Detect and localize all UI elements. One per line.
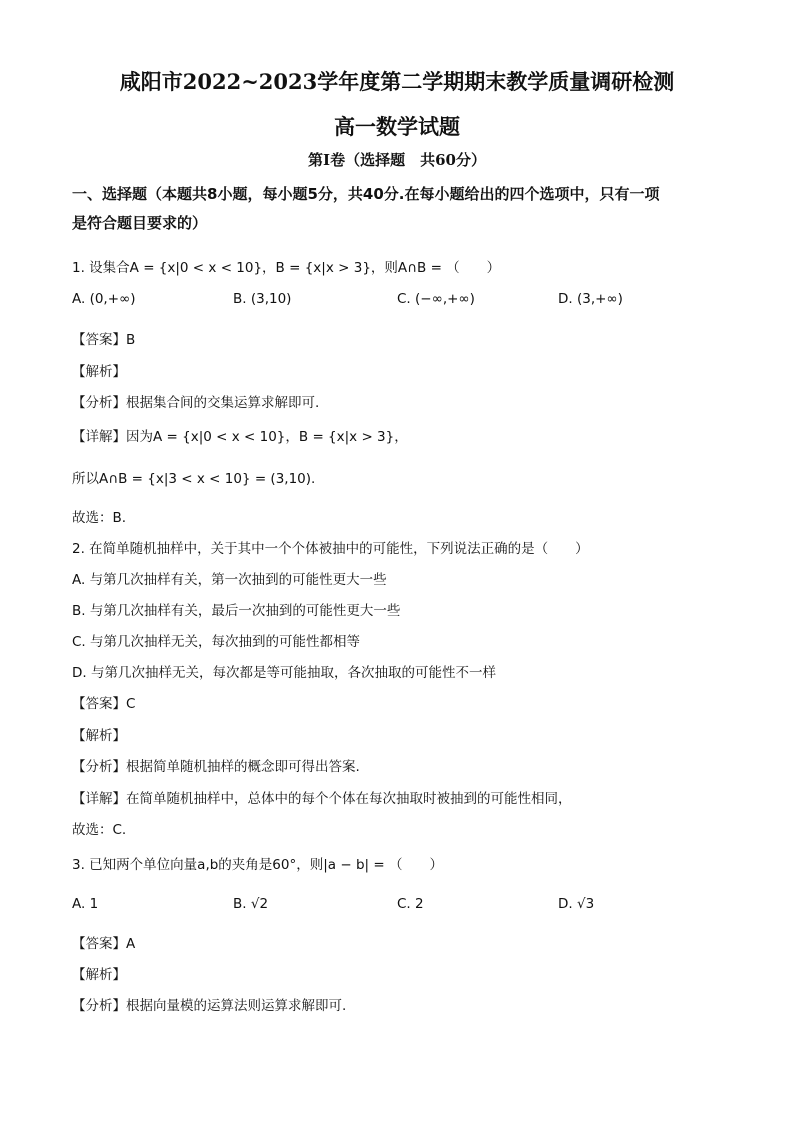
q1-answer: 【答案】B: [72, 332, 136, 348]
exam-subtitle: 高一数学试题: [334, 114, 460, 139]
q1-analysis-label: 【解析】: [72, 364, 126, 380]
q3-stem: 3. 已知两个单位向量a,b的夹角是60°，则|a − b| = （ ）: [72, 857, 443, 873]
section-heading-line2: 是符合题目要求的）: [72, 214, 208, 232]
q1-conclusion: 故选：B.: [72, 510, 127, 526]
q1-option-b: B. (3,10): [233, 291, 292, 307]
q2-option-b: B. 与第几次抽样有关，最后一次抽到的可能性更大一些: [72, 603, 401, 619]
q1-stem: 1. 设集合A = {x|0 < x < 10}，B = {x|x > 3}，则A∩B = （ ）: [72, 260, 501, 276]
q3-option-a: A. 1: [72, 896, 99, 912]
section-heading-line1: 一、选择题（本题共8小题，每小题5分，共40分.在每小题给出的四个选项中，只有一项: [72, 185, 660, 203]
exam-title: 咸阳市2022~2023学年度第二学期期末教学质量调研检测: [119, 69, 675, 94]
q3-option-b: B. √2: [233, 896, 269, 912]
q3-fenxi: 【分析】根据向量模的运算法则运算求解即可.: [72, 998, 347, 1014]
q1-detail2: 所以A∩B = {x|3 < x < 10} = (3,10).: [72, 471, 316, 487]
q2-option-c: C. 与第几次抽样无关，每次抽到的可能性都相等: [72, 634, 361, 650]
q1-option-a: A. (0,+∞): [72, 291, 136, 307]
q2-option-d: D. 与第几次抽样无关，每次都是等可能抽取，各次抽取的可能性不一样: [72, 665, 496, 681]
q2-answer: 【答案】C: [72, 696, 136, 712]
volume-heading: 第Ⅰ卷（选择题 共60分）: [308, 151, 486, 169]
q2-conclusion: 故选：C.: [72, 822, 127, 838]
q2-analysis-label: 【解析】: [72, 728, 126, 744]
q3-answer: 【答案】A: [72, 936, 136, 952]
q2-option-a: A. 与第几次抽样有关，第一次抽到的可能性更大一些: [72, 572, 387, 588]
q3-analysis-label: 【解析】: [72, 967, 126, 983]
q2-detail: 【详解】在简单随机抽样中，总体中的每个个体在每次抽取时被抽到的可能性相同，: [72, 791, 572, 807]
q3-option-d: D. √3: [558, 896, 595, 912]
q1-option-d: D. (3,+∞): [558, 291, 623, 307]
q1-fenxi: 【分析】根据集合间的交集运算求解即可.: [72, 395, 320, 411]
q2-stem: 2. 在简单随机抽样中，关于其中一个个体被抽中的可能性，下列说法正确的是（ ）: [72, 541, 589, 557]
q3-option-c: C. 2: [397, 896, 424, 912]
q1-detail: 【详解】因为A = {x|0 < x < 10}，B = {x|x > 3}，: [72, 429, 408, 445]
q1-option-c: C. (−∞,+∞): [397, 291, 475, 307]
q2-fenxi: 【分析】根据简单随机抽样的概念即可得出答案.: [72, 759, 360, 775]
